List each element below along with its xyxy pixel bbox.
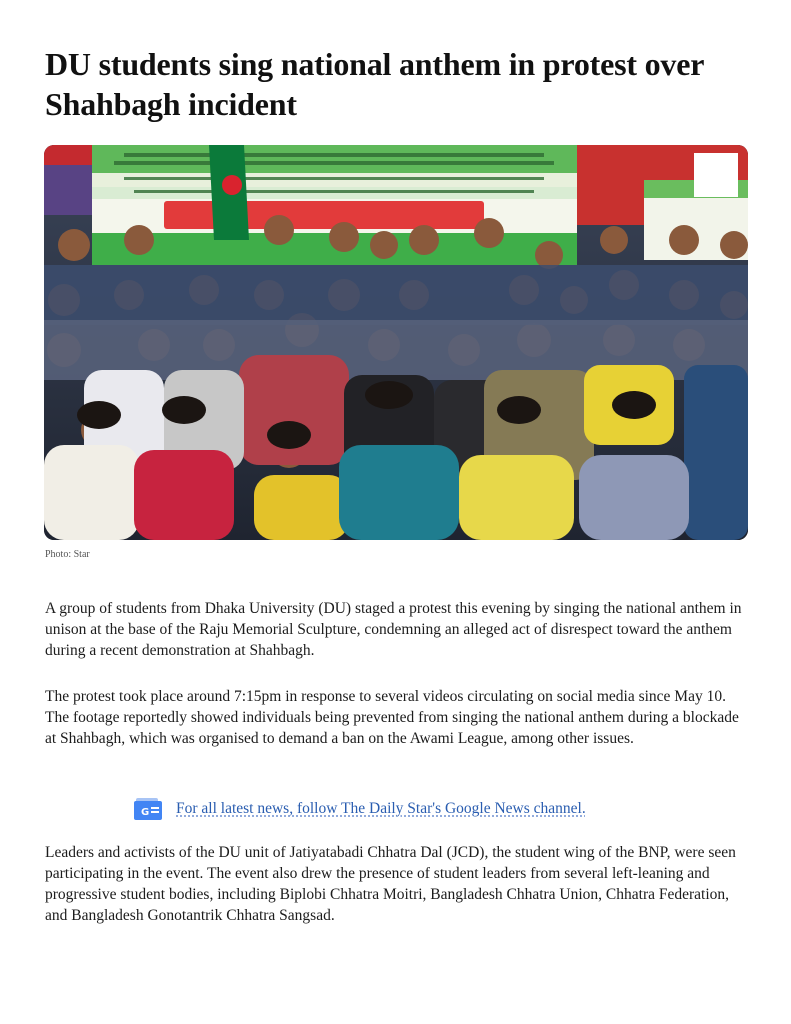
article-paragraph-2: The protest took place around 7:15pm in response to several videos circulating on social media since May 10. The footage reportedly showed individuals being prevented from singing the national anthem during a blockade at Shahbagh, which was organised to demand a ban on the Awami League, among other issues. bbox=[45, 688, 739, 747]
article-paragraph-3: Leaders and activists of the DU unit of Jatiyatabadi Chhatra Dal (JCD), the student wing of the BNP, were seen participating in the event. The event also drew the presence of student leaders from several left-leaning and progressive student bodies, including Biplobi Chhatra Moitri, Bangladesh Chhatra Union, Chhatra Federation, and Bangladesh Gonotantrik Chhatra Sangsad. bbox=[45, 844, 736, 924]
article-headline: DU students sing national anthem in protest over Shahbagh incident bbox=[45, 46, 704, 122]
svg-text:G: G bbox=[141, 807, 150, 818]
protest-group-photo bbox=[44, 145, 748, 540]
google-news-icon bbox=[134, 798, 162, 820]
article-paragraph-1: A group of students from Dhaka University (DU) staged a protest this evening by singing the national anthem in unison at the base of the Raju Memorial Sculpture, condemning an alleged act of disrespect toward the anthem during a recent demonstration at Shahbagh. bbox=[45, 600, 742, 659]
photo-credit: Photo: Star bbox=[45, 549, 90, 560]
google-news-follow-link[interactable] bbox=[134, 797, 586, 821]
article-photo bbox=[44, 145, 748, 540]
google-news-link-text[interactable]: For all latest news, follow The Daily Star's Google News channel. bbox=[176, 800, 586, 817]
